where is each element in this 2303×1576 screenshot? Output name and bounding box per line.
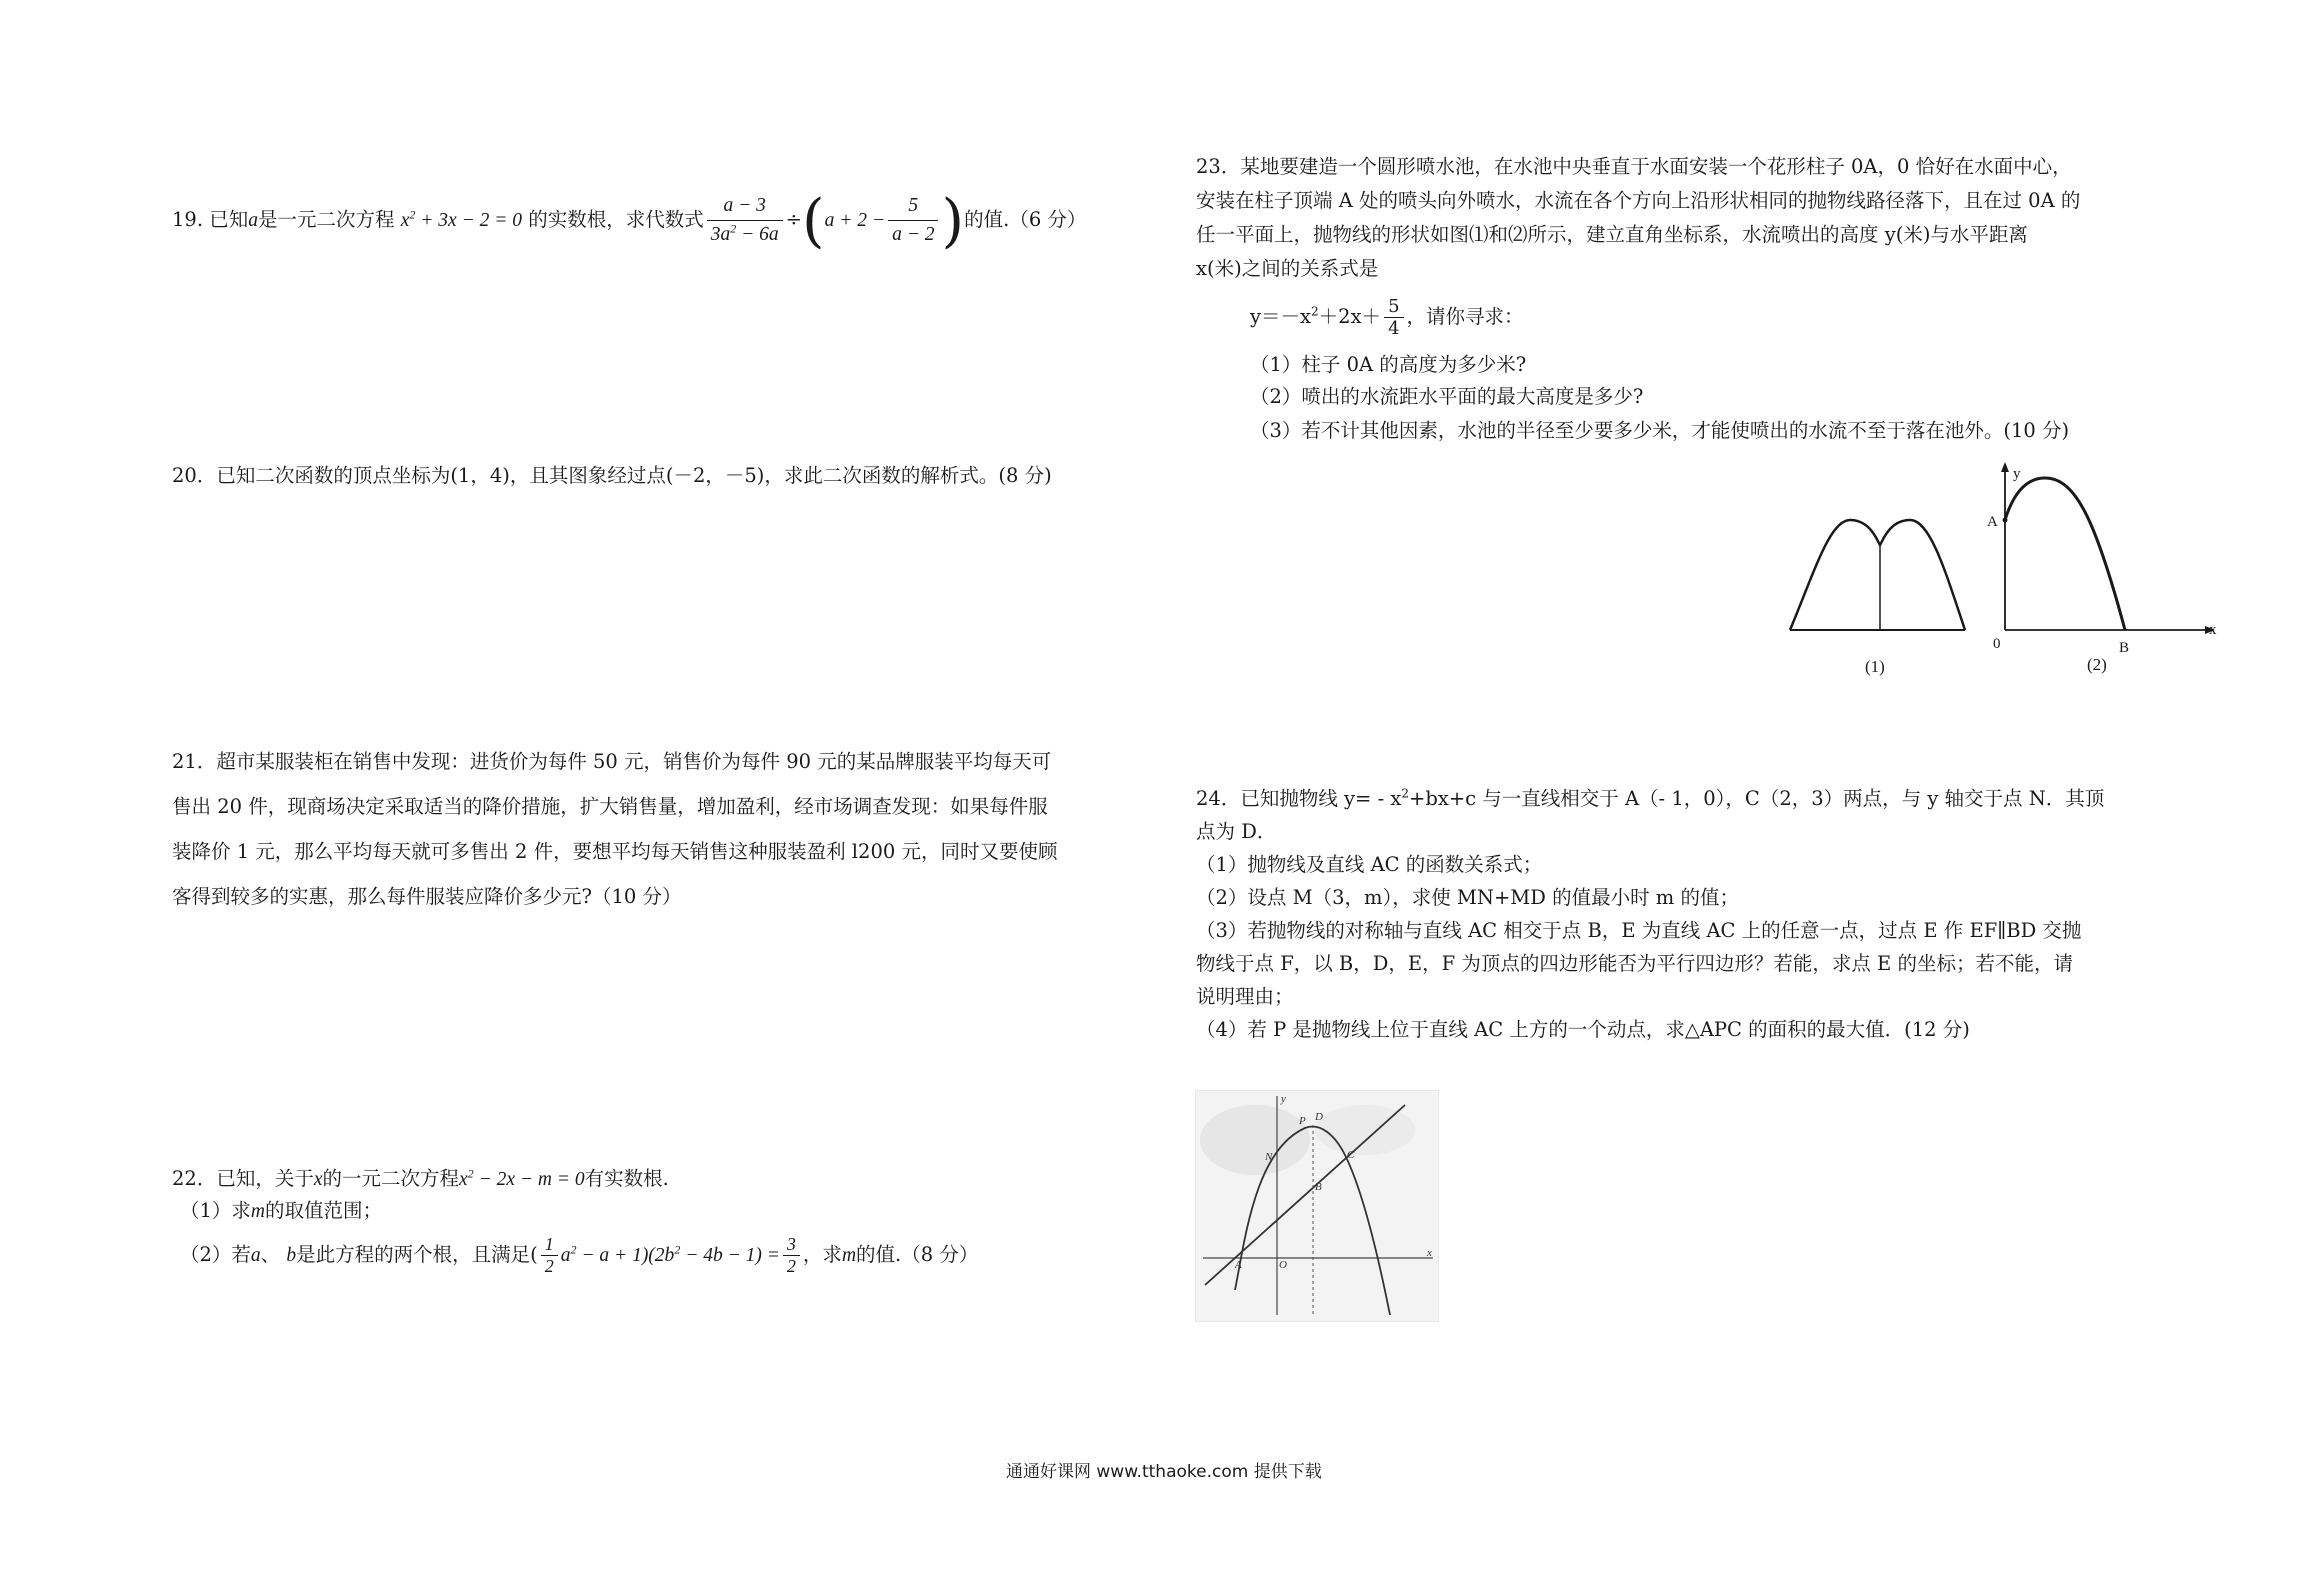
- q23-fig1-caption: (1): [1865, 657, 1885, 676]
- q19-paren-open: (: [801, 186, 825, 255]
- q24-fig-label-a: A: [1235, 1259, 1242, 1271]
- q19-mid2: 的实数根，求代数式: [528, 208, 704, 231]
- q19-var-a: a: [248, 210, 258, 231]
- q22-fraction-three-halves: $\frac{3}{2}$: [783, 1234, 800, 1277]
- q23-formula: $y=-x^2+2x+$ $\frac{5}{4}$ ，请你寻求：: [1250, 296, 1524, 339]
- q19-mid1: 是一元二次方程: [257, 208, 395, 231]
- q23-figure-1: [1785, 500, 1970, 680]
- q23-part-2: （2）喷出的水流距水平面的最大高度是多少?: [1250, 385, 1644, 408]
- footer-source: 通通好课网 www.tthaoke.com 提供下载: [1006, 1462, 1322, 1482]
- q23-fig2-label-b: B: [2119, 640, 2130, 656]
- q24-part-3-cont2: 说明理由；: [1196, 985, 1294, 1008]
- q23-fraction: $\frac{5}{4}$: [1384, 296, 1403, 339]
- q23-fig2-label-y: y: [2013, 466, 2021, 482]
- q23-line-1: 23．某地要建造一个圆形喷水池，在水池中央垂直于水面安装一个花形柱子 0A，0 恰好在水面中心，: [1196, 155, 2072, 178]
- q23-fig2-label-o: 0: [1993, 636, 2001, 652]
- q23-fig2-label-x: x: [2209, 622, 2217, 638]
- q24-fig-label-n: N: [1265, 1151, 1273, 1163]
- q22-part-1: （1）求m的取值范围；: [180, 1199, 383, 1222]
- q23-fig2-caption: (2): [2087, 655, 2107, 674]
- question-19: [172, 186, 1087, 255]
- q24-part-4: （4）若 P 是抛物线上位于直线 AC 上方的一个动点，求△APC 的面积的最大值．(12 分): [1196, 1018, 1970, 1041]
- q19-inner: a + 2 −: [824, 210, 886, 231]
- q23-line-3: 任一平面上，抛物线的形状如图⑴和⑵所示，建立直角坐标系，水流喷出的高度 y(米)与水平距离: [1196, 223, 2028, 246]
- q21-line-4: 客得到较多的实惠，那么每件服装应降价多少元?（10 分）: [172, 885, 682, 908]
- q24-line-2: 点为 D．: [1196, 820, 1277, 843]
- q22-fraction-half: $\frac{1}{2}$: [541, 1234, 558, 1277]
- q24-fig-label-y: y: [1281, 1093, 1286, 1105]
- q19-fraction-2: $\frac{5}{a - 2}$: [888, 192, 938, 249]
- q19-equation: $x^2 + 3x - 2 = 0$: [400, 207, 522, 231]
- q24-part-2: （2）设点 M（3，m），求使 MN+MD 的值最小时 m 的值；: [1196, 886, 1739, 909]
- q24-fig-label-d: D: [1315, 1111, 1323, 1123]
- q23-figure-2: [1985, 458, 2220, 680]
- q24-figure: [1195, 1090, 1439, 1322]
- q23-line-4: x(米)之间的关系式是: [1196, 257, 1379, 280]
- q24-fig-label-c: C: [1347, 1149, 1355, 1161]
- q24-fig-label-p: P: [1299, 1115, 1306, 1127]
- q21-line-1: 21．超市某服装柜在销售中发现：进货价为每件 50 元，销售价为每件 90 元的某品牌服装平均每天可: [172, 750, 1052, 773]
- q21-line-2: 售出 20 件，现商场决定采取适当的降价措施，扩大销售量，增加盈利，经市场调查发现：如果每件服: [172, 795, 1048, 818]
- q23-fig2-label-a: A: [1987, 514, 1998, 530]
- q19-paren-close: ): [941, 186, 965, 255]
- q21-line-3: 装降价 1 元，那么平均每天就可多售出 2 件，要想平均每天销售这种服装盈利 l200 元，同时又要使顾: [172, 840, 1058, 863]
- q24-line-1: 24．已知抛物线 $y= - x^2+bx+c$ 与一直线相交于 A（- 1，0），C（2，3）两点，与 y 轴交于点 N．其顶: [1196, 786, 2105, 810]
- q23-part-1: （1）柱子 0A 的高度为多少米?: [1250, 353, 1527, 376]
- question-20: 20．已知二次函数的顶点坐标为(1，4)，且其图象经过点(－2，－5)，求此二次函数的解析式。(8 分): [172, 464, 1052, 487]
- q22-line-1: 22．已知，关于x的一元二次方程$x^2 - 2x - m = 0$有实数根.: [172, 1166, 669, 1190]
- q24-part-1: （1）抛物线及直线 AC 的函数关系式；: [1196, 853, 1543, 876]
- q19-fraction-1: $\frac{a - 3}{3a^2 - 6a}$: [707, 192, 783, 249]
- q23-line-2: 安装在柱子顶端 A 处的喷头向外喷水，水流在各个方向上沿形状相同的抛物线路径落下，且在过 0A 的: [1196, 189, 2081, 212]
- q24-part-3: （3）若抛物线的对称轴与直线 AC 相交于点 B，E 为直线 AC 上的任意一点，过点 E 作 EF∥BD 交抛: [1196, 919, 2082, 942]
- q19-suffix: 的值.（6 分）: [964, 208, 1087, 231]
- q24-part-3-cont: 物线于点 F，以 B，D，E，F 为顶点的四边形能否为平行四边形？若能，求点 E 的坐标；若不能，请: [1196, 952, 2073, 975]
- q24-fig-label-x: x: [1427, 1247, 1432, 1259]
- q22-part-2: （2）若a、 b是此方程的两个根，且满足( $\frac{1}{2}$ $a^2 - a + 1)(2b^2 - 4b - 1)$ = $\frac{3}{2}$ ，求m的值.（8 分）: [180, 1234, 979, 1276]
- q19-prefix: 19. 已知: [172, 208, 249, 231]
- q19-divide: ÷: [785, 208, 802, 231]
- q24-fig-label-o: O: [1279, 1259, 1287, 1271]
- q23-part-3: （3）若不计其他因素，水池的半径至少要多少米，才能使喷出的水流不至于落在池外。(10 分): [1250, 419, 2070, 442]
- q24-fig-label-b: B: [1315, 1181, 1322, 1193]
